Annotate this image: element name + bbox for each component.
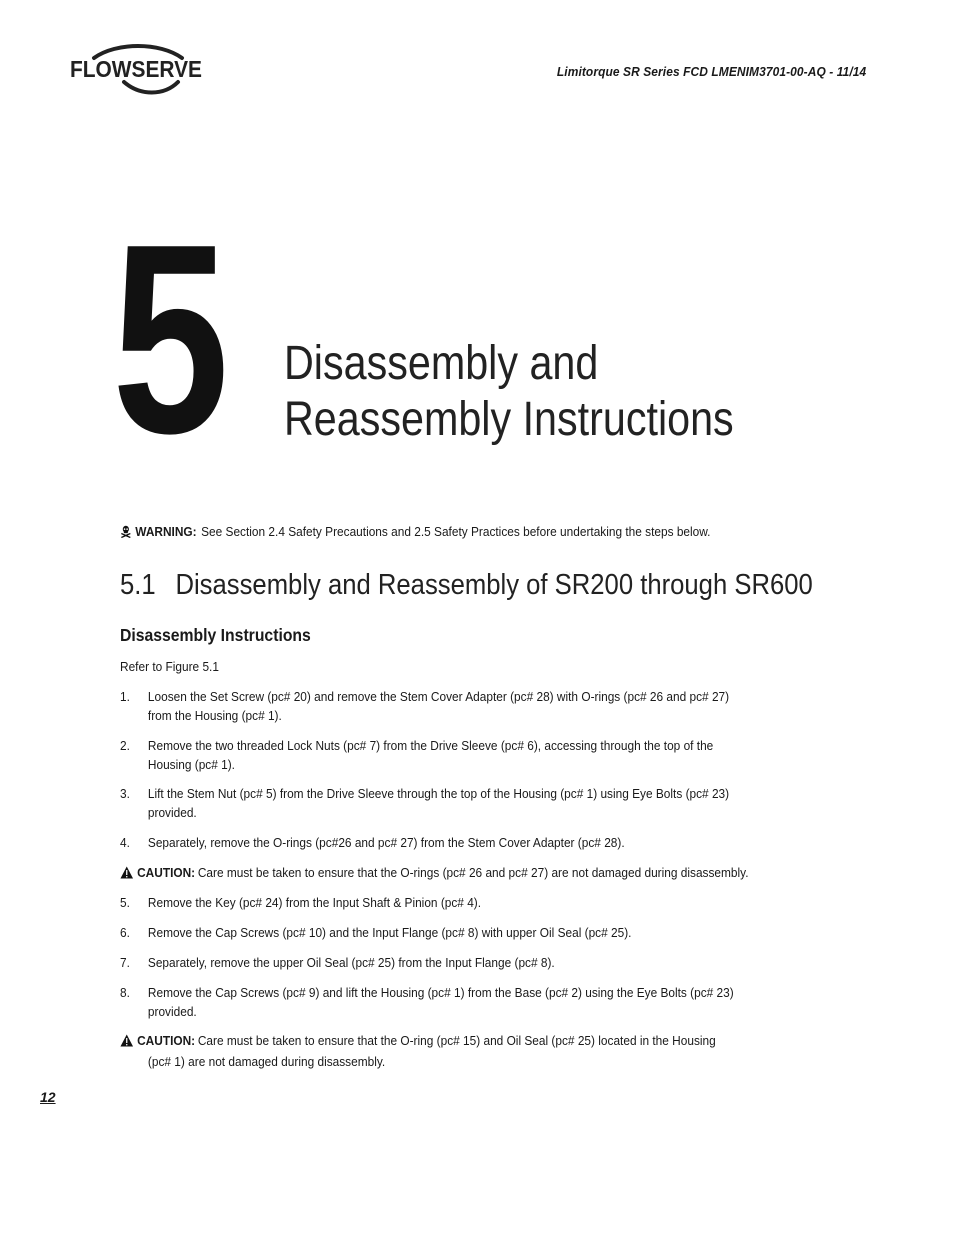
section-number: 5.1	[120, 569, 156, 601]
caution-label: CAUTION:	[137, 1033, 196, 1048]
caution-text: Care must be taken to ensure that the O-rings (pc# 26 and pc# 27) are not damaged during disassembly.	[197, 865, 749, 880]
step-number: 8.	[120, 985, 130, 1000]
warning-label: WARNING:	[135, 524, 197, 539]
section-title: Disassembly and Reassembly of SR200 through SR600	[175, 569, 813, 601]
step-text: Remove the two threaded Lock Nuts (pc# 7) from the Drive Sleeve (pc# 6), accessing through the top of the Housing (pc# 1).	[147, 738, 714, 772]
step-text: Remove the Cap Screws (pc# 10) and the Input Flange (pc# 8) with upper Oil Seal (pc# 25).	[147, 925, 632, 940]
figure-reference: Refer to Figure 5.1	[120, 659, 219, 674]
warning-triangle-icon	[120, 1033, 134, 1052]
step-number: 1.	[120, 689, 130, 704]
caution-text-continued: (pc# 1) are not damaged during disassembly.	[147, 1054, 386, 1069]
step-number: 3.	[120, 786, 130, 801]
chapter-title	[284, 336, 734, 448]
section-heading	[120, 568, 813, 602]
step-item	[120, 953, 750, 972]
step-item	[120, 893, 750, 912]
step-text: Loosen the Set Screw (pc# 20) and remove the Stem Cover Adapter (pc# 28) with O-rings (pc# 26 and pc# 27) from the Housing (pc# 1).	[147, 689, 730, 723]
step-number: 4.	[120, 835, 130, 850]
flowserve-logo-graphic	[68, 44, 208, 96]
warning-notice	[120, 522, 710, 543]
step-item	[120, 784, 750, 822]
step-item	[120, 687, 750, 725]
caution-label: CAUTION:	[137, 865, 196, 880]
step-text: Remove the Cap Screws (pc# 9) and lift the Housing (pc# 1) from the Base (pc# 2) using the Eye Bolts (pc# 23) provided.	[147, 985, 734, 1019]
caution-text: Care must be taken to ensure that the O-ring (pc# 15) and Oil Seal (pc# 25) located in the Housing	[197, 1033, 716, 1048]
caution-notice	[120, 863, 750, 884]
step-number: 5.	[120, 895, 130, 910]
step-item	[120, 833, 750, 852]
svg-text:FLOWSERVE: FLOWSERVE	[70, 56, 202, 82]
step-text: Separately, remove the upper Oil Seal (pc# 25) from the Input Flange (pc# 8).	[147, 955, 555, 970]
subheading: Disassembly Instructions	[120, 625, 311, 645]
chapter-title-line-1: Disassembly and	[284, 337, 599, 390]
chapter-number: 5	[112, 189, 227, 490]
document-reference: Limitorque SR Series FCD LMENIM3701-00-AQ - 11/14	[556, 64, 866, 79]
caution-notice	[120, 1031, 750, 1071]
step-item	[120, 736, 750, 774]
warning-text: See Section 2.4 Safety Precautions and 2.5 Safety Practices before undertaking the steps below.	[201, 524, 711, 539]
flowserve-logo	[68, 44, 208, 96]
skull-crossbones-icon	[120, 524, 132, 543]
step-number: 7.	[120, 955, 130, 970]
warning-triangle-icon	[120, 865, 134, 884]
chapter-title-line-2: Reassembly Instructions	[284, 393, 734, 446]
step-number: 6.	[120, 925, 130, 940]
page-number: 12	[40, 1089, 56, 1105]
step-item	[120, 923, 750, 942]
step-text: Lift the Stem Nut (pc# 5) from the Drive Sleeve through the top of the Housing (pc# 1) using Eye Bolts (pc# 23) provided.	[147, 786, 730, 820]
step-text: Remove the Key (pc# 24) from the Input Shaft & Pinion (pc# 4).	[147, 895, 482, 910]
step-item	[120, 983, 750, 1021]
step-text: Separately, remove the O-rings (pc#26 and pc# 27) from the Stem Cover Adapter (pc# 28).	[147, 835, 625, 850]
step-number: 2.	[120, 738, 130, 753]
